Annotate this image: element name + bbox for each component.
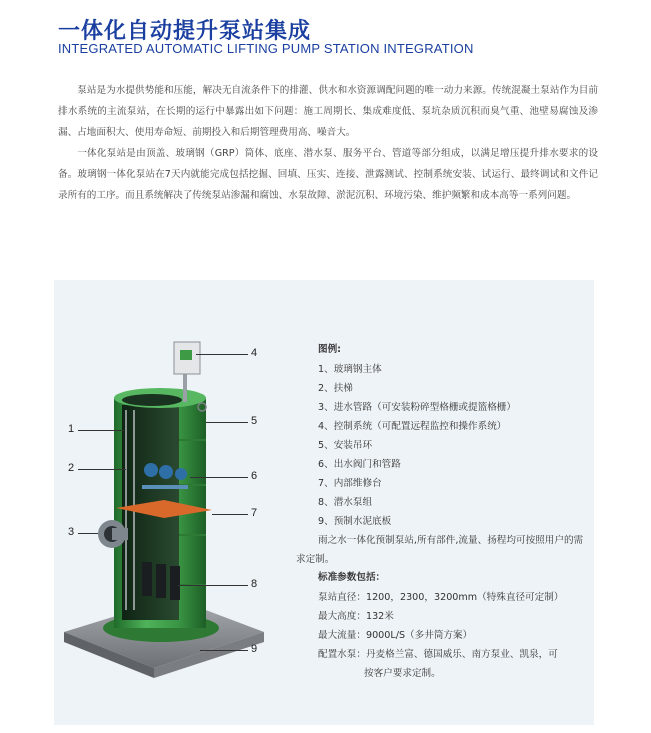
callout-4: 4: [251, 347, 258, 359]
callout-line-6: [190, 477, 248, 478]
callout-3: 3: [68, 526, 75, 538]
callout-line-5: [206, 422, 248, 423]
legend-item: 7、内部维修台: [318, 478, 382, 489]
legend-item: 9、预制水泥底板: [318, 516, 392, 527]
legend-title: 图例:: [318, 344, 342, 355]
params-list: [318, 588, 588, 683]
pump-line-1: 配置水泵：丹麦格兰富、德国威乐、南方泵业、凯泉，可: [318, 649, 558, 660]
legend-item: 3、进水管路（可安装粉碎型格栅或提篮格栅）: [318, 402, 516, 413]
customization-note: 雨之水一体化预制泵站,所有部件,流量、扬程均可按照用户的需求定制。: [296, 535, 584, 565]
callout-line-9: [200, 650, 248, 651]
callout-8: 8: [251, 578, 258, 590]
param-item: 最大流量：9000L/S（多井筒方案）: [318, 630, 473, 641]
callout-7: 7: [251, 507, 258, 519]
param-item-pumps: [318, 645, 588, 683]
callout-line-4: [196, 354, 248, 355]
page-title: 一体化自动提升泵站集成: [58, 19, 312, 44]
intro-text: [58, 80, 598, 206]
callout-1: 1: [68, 423, 75, 435]
intro-paragraph-1: 泵站是为水提供势能和压能，解决无自流条件下的排灌、供水和水资源调配问题的唯一动力来源。传统混凝土泵站作为目前排水系统的主流泵站，在长期的运行中暴露出如下问题：施工周期长、集成难度低、泵坑杂质沉积而臭气重、池壁易腐蚀及渗漏、占地面积大、使用寿命短、前期投入和后期管理费用高、噪音大。: [58, 85, 598, 138]
legend-item: 5、安装吊环: [318, 440, 373, 451]
legend-list: [318, 360, 516, 531]
callout-line-2: [78, 469, 126, 470]
callout-9: 9: [251, 643, 258, 655]
pump-line-2: 按客户要求定制。: [364, 668, 441, 679]
callout-line-7: [212, 514, 248, 515]
param-item: 泵站直径：1200，2300，3200mm（特殊直径可定制）: [318, 592, 564, 603]
params-title: 标准参数包括：: [318, 572, 386, 583]
callout-line-1: [78, 430, 124, 431]
callout-line-8: [178, 585, 248, 586]
callout-6: 6: [251, 470, 258, 482]
intro-paragraph-2: 一体化泵站是由顶盖、玻璃钢（GRP）筒体、底座、潜水泵、服务平台、管道等部分组成，以满足增压提升排水要求的设备。玻璃钢一体化泵站在7天内就能完成包括挖掘、回填、压实、连接、泄露测试、控制系统安装、试运行、最终调试和文件记录所有的工序。而且系统解决了传统泵站渗漏和腐蚀、水泵故障、淤泥沉积、环境污染、维护频繁和成本高等一系列问题。: [58, 148, 598, 201]
legend-item: 2、扶梯: [318, 383, 353, 394]
legend-item: 6、出水阀门和管路: [318, 459, 401, 470]
callout-line-3: [78, 533, 98, 534]
callout-2: 2: [68, 462, 75, 474]
pump-station-illustration: [54, 280, 314, 725]
param-item: 最大高度：132米: [318, 611, 394, 622]
callout-5: 5: [251, 415, 258, 427]
legend-item: 4、控制系统（可配置远程监控和操作系统）: [318, 421, 507, 432]
page-subtitle: INTEGRATED AUTOMATIC LIFTING PUMP STATION INTEGRATION: [58, 41, 474, 56]
legend-item: 1、玻璃钢主体: [318, 364, 382, 375]
legend-item: 8、潜水泵组: [318, 497, 373, 508]
